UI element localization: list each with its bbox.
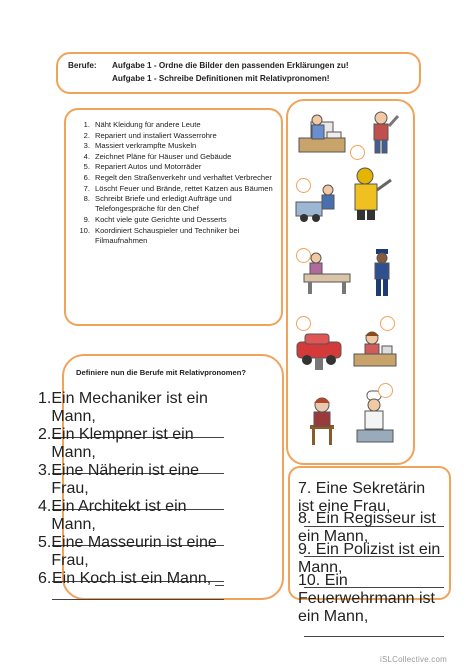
- definition-item: 10. Ein Feuerwehrmann ist ein Mann,: [298, 572, 444, 637]
- seamstress-picture: [297, 112, 349, 156]
- definition-item: 7. Eine Sekretärin ist eine Frau,: [298, 480, 444, 527]
- explanation-item: 4. Zeichnet Pläne für Häuser und Gebäude: [83, 151, 232, 161]
- explanation-item: 9. Kocht viele gute Gerichte und Desserts: [83, 214, 227, 224]
- definition-item: 6. Ein Koch ist ein Mann,: [38, 570, 248, 600]
- explanation-item: 3. Massiert verkrampfte Muskeln: [83, 141, 197, 151]
- explanation-item: 5. Repariert Autos und Motorräder: [83, 162, 202, 172]
- task-line-2: Aufgabe 1 - Schreibe Definitionen mit Relativpronomen!: [112, 74, 330, 83]
- explanation-item: 1. Näht Kleidung für andere Leute: [83, 120, 201, 129]
- answer-circle[interactable]: [378, 383, 393, 398]
- answer-line[interactable]: [215, 570, 224, 586]
- explanation-item: 10. Koordiniert Schauspieler und Techniker bei Filmaufnahmen: [79, 225, 240, 245]
- explanation-item: 6. Regelt den Straßenverkehr und verhaftet Verbrecher: [83, 172, 272, 182]
- explanation-item: 2. Repariert und instaliert Wasserrohre: [83, 130, 217, 140]
- cook-picture: [355, 390, 397, 446]
- answer-circle[interactable]: [296, 316, 311, 331]
- firefighter-picture: [345, 166, 395, 222]
- explanation-item: 7. Löscht Feuer und Brände, rettet Katzen aus Bäumen: [83, 183, 273, 193]
- definition-item: 3. Eine Näherin ist eine Frau,: [38, 462, 248, 510]
- secretary-picture: [350, 328, 400, 372]
- police-picture: [368, 248, 396, 298]
- answer-circle[interactable]: [296, 178, 311, 193]
- answer-circle[interactable]: [380, 316, 395, 331]
- watermark: iSLCollective.com: [380, 655, 447, 664]
- definition-item: 5. Eine Masseurin ist eine Frau,: [38, 534, 248, 582]
- answer-circle[interactable]: [296, 248, 311, 263]
- explanation-item: 8. Schreibt Briefe und erledigt Aufträge und Telefongespräche für den Chef: [83, 194, 232, 214]
- director-picture: [300, 395, 344, 447]
- header-label: Berufe:: [68, 61, 97, 70]
- answer-circle[interactable]: [350, 145, 365, 160]
- definitions-title: Definiere nun die Berufe mit Relativpronomen?: [76, 368, 247, 377]
- definition-item: 9. Ein Polizist ist ein Mann,: [298, 541, 444, 588]
- definition-item: 4. Ein Architekt ist ein Mann,: [38, 498, 248, 546]
- definition-item: 8. Ein Regisseur ist ein Mann,: [298, 510, 444, 557]
- definition-item: 1. Ein Mechaniker ist ein Mann,: [38, 390, 248, 438]
- plumber-picture: [365, 110, 401, 156]
- answer-line[interactable]: [52, 599, 224, 600]
- car-mechanic-picture: [295, 328, 345, 372]
- answer-line[interactable]: [304, 636, 444, 637]
- task-header: [56, 52, 421, 94]
- task-line-1: Aufgabe 1 - Ordne die Bilder den passenden Erklärungen zu!: [112, 61, 349, 70]
- explanations-box: [64, 108, 283, 326]
- definition-item: 2. Ein Klempner ist ein Mann,: [38, 426, 248, 474]
